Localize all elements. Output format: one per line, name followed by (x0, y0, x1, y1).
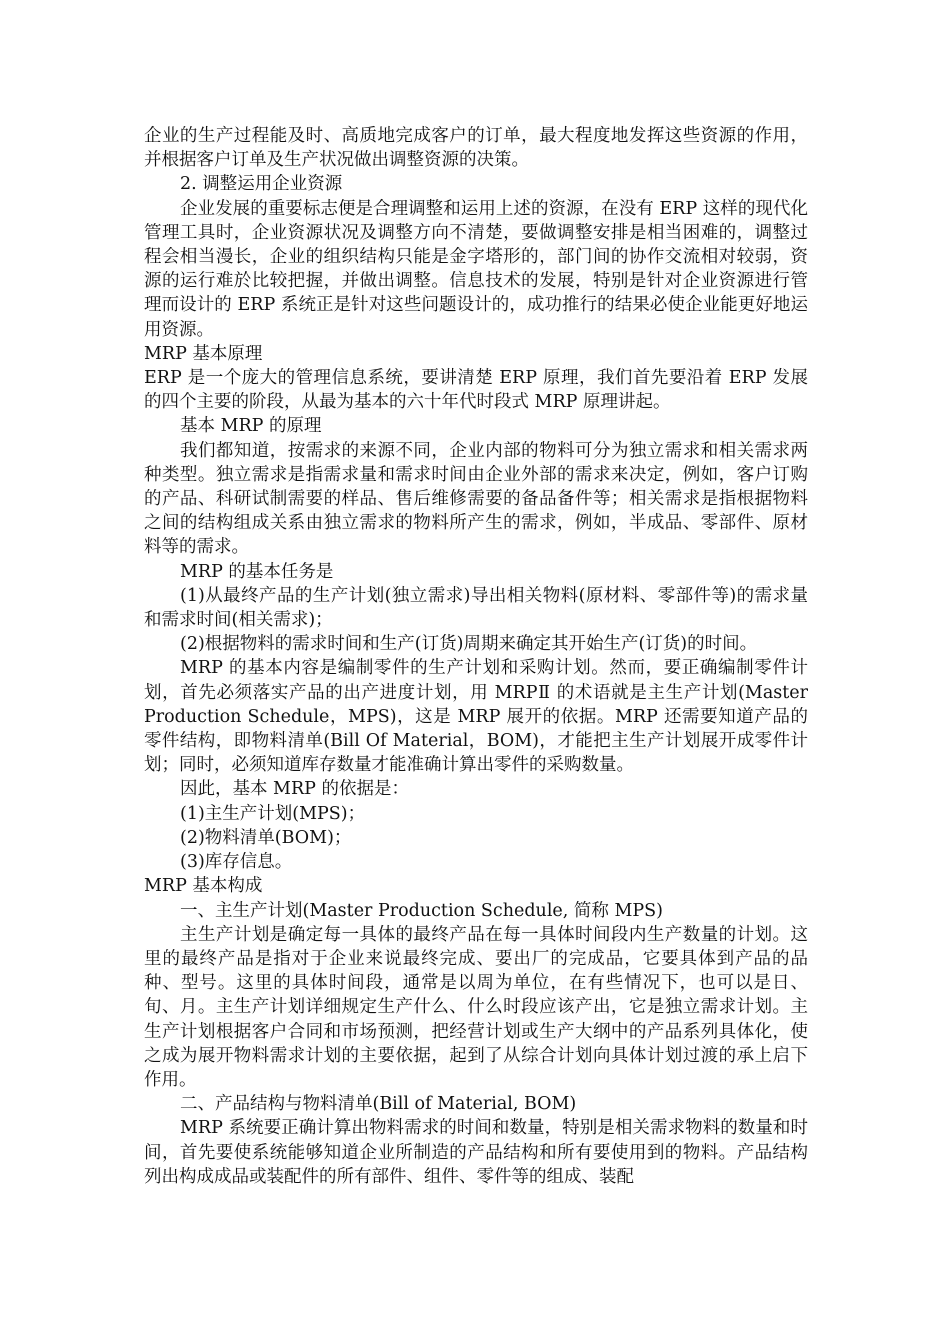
section-heading: 2. 调整运用企业资源 (180, 174, 343, 195)
body-paragraph: MRP 系统要正确计算出物料需求的时间和数量，特别是相关需求物料的数量和时间，首先要使系统能够知道企业所制造的产品结构和所有要使用到的物料。产品结构列出构成成品或装配件的所有部件、组件、零件等的组成、装配 (144, 1118, 808, 1187)
body-paragraph: 因此，基本 MRP 的依据是： (180, 779, 409, 800)
section-heading: MRP 基本原理 (144, 343, 263, 364)
list-item: (2)物料清单(BOM)； (180, 827, 352, 848)
section-heading: MRP 基本构成 (144, 876, 263, 897)
document-page (144, 124, 808, 1189)
body-paragraph: MRP 的基本内容是编制零件的生产计划和采购计划。然而，要正确编制零件计划，首先必须落实产品的出产进度计划，用 MRPⅡ 的术语就是主生产计划(Master Production Schedule，MPS)，这是 MRP 展开的依据。MRP 还需要知道产品的零件结构，即物料清单(Bill Of Material，BOM)，才能把主生产计划展开成零件计划；同时，必须知道库存数量才能准确计算出零件的采购数量。 (144, 658, 808, 776)
section-heading: 基本 MRP 的原理 (180, 416, 322, 437)
body-paragraph: 主生产计划是确定每一具体的最终产品在每一具体时间段内生产数量的计划。这里的最终产品是指对于企业来说最终完成、要出厂的完成品，它要具体到产品的品种、型号。这里的具体时间段，通常是以周为单位，在有些情况下，也可以是日、旬、月。主生产计划详细规定生产什么、什么时段应该产出，它是独立需求计划。主生产计划根据客户合同和市场预测，把经营计划或生产大纲中的产品系列具体化，使之成为展开物料需求计划的主要依据，起到了从综合计划向具体计划过渡的承上启下作用。 (144, 924, 808, 1090)
body-paragraph: 企业的生产过程能及时、高质地完成客户的订单，最大程度地发挥这些资源的作用，并根据客户订单及生产状况做出调整资源的决策。 (144, 126, 808, 171)
subsection-heading: 一、主生产计划(Master Production Schedule, 简称 MPS) (180, 900, 663, 921)
list-item: (2)根据物料的需求时间和生产(订货)周期来确定其开始生产(订货)的时间。 (180, 634, 758, 655)
body-paragraph: ERP 是一个庞大的管理信息系统，要讲清楚 ERP 原理，我们首先要沿着 ERP 发展的四个主要的阶段，从最为基本的六十年代时段式 MRP 原理讲起。 (144, 368, 808, 413)
body-paragraph: MRP 的基本任务是 (180, 561, 334, 582)
list-item: (1)从最终产品的生产计划(独立需求)导出相关物料(原材料、零部件等)的需求量和需求时间(相关需求)； (144, 585, 808, 631)
subsection-heading: 二、产品结构与物料清单(Bill of Material, BOM) (180, 1094, 577, 1115)
list-item: (1)主生产计划(MPS)； (180, 803, 366, 824)
body-paragraph: 企业发展的重要标志便是合理调整和运用上述的资源，在没有 ERP 这样的现代化管理工具时，企业资源状况及调整方向不清楚，要做调整安排是相当困难的，调整过程会相当漫长，企业的组织结构只能是金字塔形的，部门间的协作交流相对较弱，资源的运行难於比较把握，并做出调整。信息技术的发展，特别是针对企业资源进行管理而设计的 ERP 系统正是针对这些问题设计的，成功推行的结果必使企业能更好地运用资源。 (144, 198, 808, 340)
list-item: (3)库存信息。 (180, 852, 293, 873)
body-paragraph: 我们都知道，按需求的来源不同，企业内部的物料可分为独立需求和相关需求两种类型。独立需求是指需求量和需求时间由企业外部的需求来决定，例如，客户订购的产品、科研试制需要的样品、售后维修需要的备品备件等；相关需求是指根据物料之间的结构组成关系由独立需求的物料所产生的需求，例如，半成品、零部件、原材料等的需求。 (144, 440, 808, 558)
